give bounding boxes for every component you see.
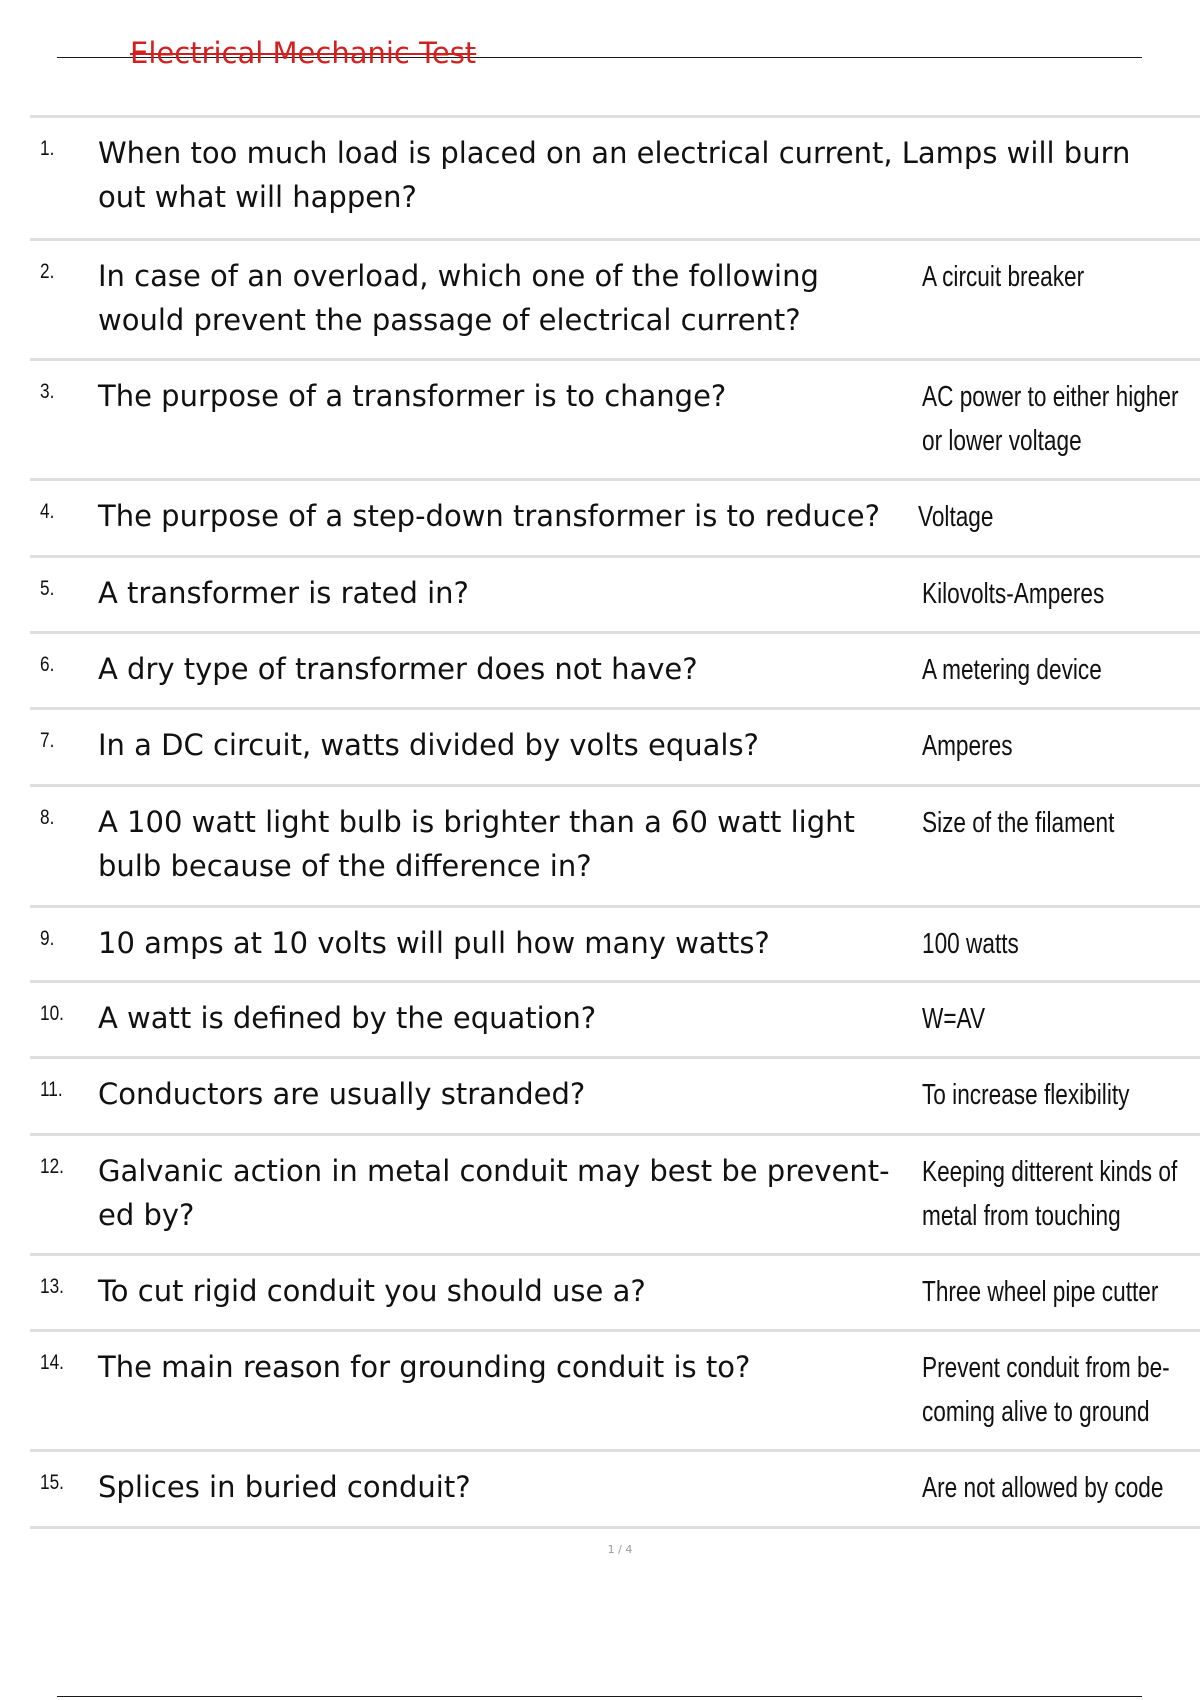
question-text: Galvanic action in metal conduit may best be prevent-ed by? [98, 1154, 890, 1232]
question-number: 9. [40, 927, 55, 950]
question-text: Conductors are usually stranded? [98, 1077, 586, 1111]
question-number: 14. [40, 1351, 64, 1374]
question-text: The purpose of a transformer is to change? [98, 379, 727, 413]
question-number: 8. [40, 806, 55, 829]
question-row [30, 634, 1200, 710]
question-row [30, 1136, 1200, 1256]
question-number: 12. [40, 1155, 64, 1178]
question-text: To cut rigid conduit you should use a? [98, 1274, 646, 1308]
question-number: 7. [40, 729, 55, 752]
answer-text: A metering device [922, 654, 1102, 686]
question-text: A dry type of transformer does not have? [98, 652, 698, 686]
answer-text: Voltage [918, 501, 994, 533]
question-text: A 100 watt light bulb is brighter than a 60 watt light bulb because of the difference in? [98, 805, 855, 883]
question-text: The purpose of a step-down transformer is to reduce? [98, 499, 880, 533]
question-text: 10 amps at 10 volts will pull how many watts? [98, 926, 770, 960]
question-number: 6. [40, 653, 55, 676]
question-row [30, 787, 1200, 908]
question-number: 5. [40, 577, 55, 600]
question-row [30, 908, 1200, 983]
answer-text: W=AV [922, 1003, 986, 1035]
question-row [30, 118, 1200, 241]
question-text: Splices in buried conduit? [98, 1470, 471, 1504]
question-row [30, 983, 1200, 1059]
question-row [30, 1059, 1200, 1136]
question-row [30, 1332, 1200, 1452]
answer-text: Kilovolts-Amperes [922, 578, 1105, 610]
answer-text: Are not allowed by code [922, 1472, 1164, 1504]
question-row [30, 481, 1200, 558]
answer-text: To increase flexibility [922, 1079, 1130, 1111]
answer-text: Keeping ditterent kinds of metal from touching [922, 1156, 1178, 1232]
question-row [30, 1452, 1200, 1529]
question-number: 13. [40, 1275, 64, 1298]
question-number: 1. [40, 137, 55, 160]
question-text: A watt is defined by the equation? [98, 1001, 597, 1035]
answer-text: 100 watts [922, 928, 1019, 960]
question-text: In case of an overload, which one of the following would prevent the passage of electrical current? [98, 259, 819, 337]
page-number: 1 / 4 [607, 1543, 633, 1556]
answer-text: Prevent conduit from be-coming alive to ground [922, 1352, 1170, 1428]
question-text: When too much load is placed on an electrical current, Lamps will burn out what will happen? [98, 136, 1131, 214]
document-title: Electrical Mechanic Test [130, 36, 477, 70]
answer-text: Three wheel pipe cutter [922, 1276, 1159, 1308]
question-number: 2. [40, 260, 55, 283]
question-row [30, 1256, 1200, 1332]
question-number: 3. [40, 380, 55, 403]
question-text: In a DC circuit, watts divided by volts equals? [98, 728, 759, 762]
question-number: 4. [40, 500, 55, 523]
answer-text: Amperes [922, 730, 1013, 762]
question-number: 10. [40, 1002, 64, 1025]
question-row [30, 241, 1200, 361]
question-row [30, 710, 1200, 787]
page-header [57, 34, 1142, 74]
answer-text: AC power to either higher or lower voltage [922, 381, 1179, 457]
question-table [30, 115, 1200, 1529]
answer-text: A circuit breaker [922, 261, 1085, 293]
answer-text: Size of the filament [922, 807, 1115, 839]
footer-rule [57, 1696, 1142, 1697]
question-row [30, 361, 1200, 481]
question-text: The main reason for grounding conduit is to? [98, 1350, 751, 1384]
question-row [30, 558, 1200, 634]
question-number: 11. [40, 1078, 63, 1101]
question-number: 15. [40, 1471, 64, 1494]
question-text: A transformer is rated in? [98, 576, 469, 610]
